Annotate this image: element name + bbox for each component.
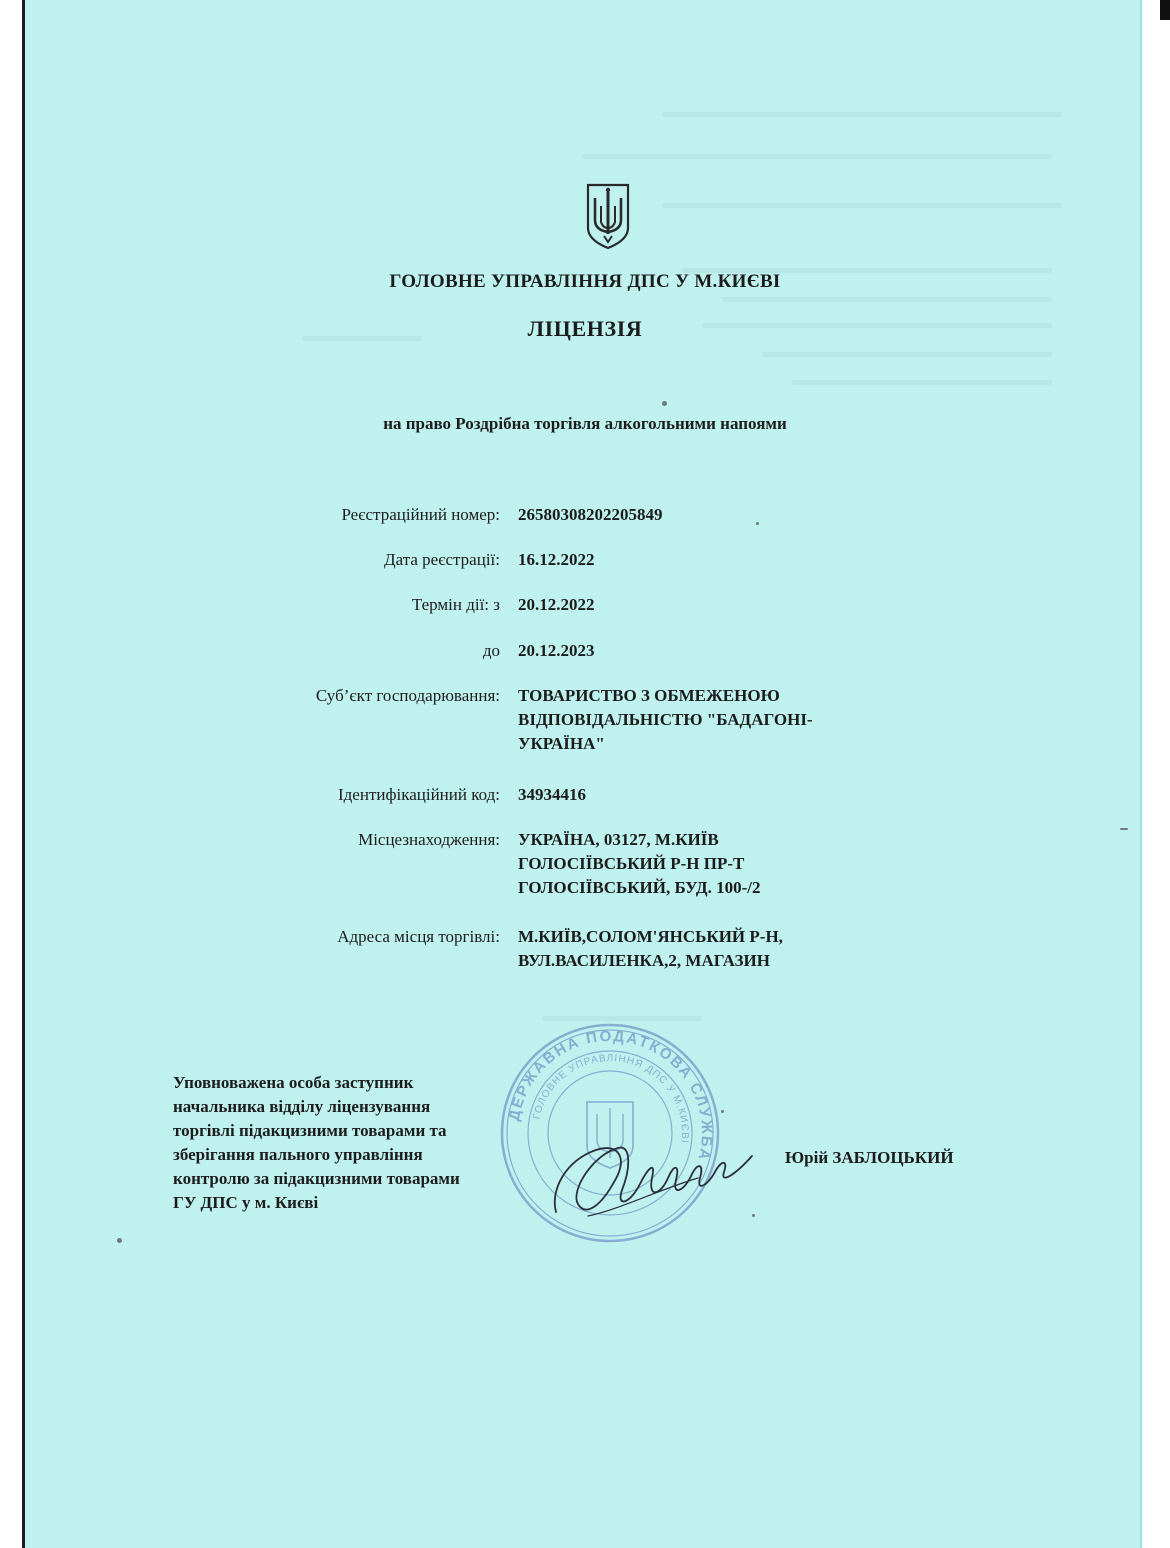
- reg-date-label: Дата реєстрації:: [384, 550, 500, 569]
- ink-speck: [662, 401, 667, 406]
- ink-speck: [1120, 828, 1128, 830]
- reg-date-value: 16.12.2022: [518, 550, 595, 569]
- document-title: ЛІЦЕНЗІЯ: [527, 316, 643, 341]
- scan-edge-mark: [1160, 0, 1170, 20]
- bleed-through-line: [722, 297, 1052, 302]
- bleed-through-line: [662, 112, 1062, 117]
- id-code-value: 34934416: [518, 785, 586, 804]
- ink-speck: [721, 1110, 724, 1113]
- ink-speck: [752, 1214, 755, 1217]
- ink-speck: [117, 1238, 122, 1243]
- bleed-through-line: [662, 203, 1062, 208]
- reg-number-label: Реєстраційний номер:: [341, 505, 500, 524]
- coat-of-arms-trident-icon: [585, 182, 631, 250]
- location-label: Місцезнаходження:: [358, 830, 500, 849]
- entity-label: Суб’єкт господарювання:: [315, 686, 500, 705]
- signer-name: Юрій ЗАБЛОЦЬКИЙ: [785, 1148, 954, 1167]
- reg-number-value: 26580308202205849: [518, 505, 663, 524]
- license-document: [22, 0, 1142, 1548]
- stamp-outer-text: ДЕРЖАВНА ПОДАТКОВА СЛУЖБА: [505, 1027, 716, 1164]
- id-code-label: Ідентифікаційний код:: [337, 785, 500, 804]
- scan-left-edge: [22, 0, 25, 1548]
- ink-speck: [756, 522, 759, 525]
- license-subject: на право Роздрібна торгівля алкогольними напоями: [383, 414, 787, 433]
- valid-from-label: Термін дії: з: [411, 595, 500, 614]
- issuing-authority: ГОЛОВНЕ УПРАВЛІННЯ ДПС У М.КИЄВІ: [389, 271, 781, 292]
- bleed-through-line: [792, 380, 1052, 385]
- bleed-through-line: [582, 154, 1052, 159]
- entity-value: ТОВАРИСТВО З ОБМЕЖЕНОЮ ВІДПОВІДАЛЬНІСТЮ "БАДАГОНІ- УКРАЇНА": [518, 686, 813, 753]
- valid-to-label: до: [482, 641, 500, 660]
- signer-role: Уповноважена особа заступник начальника відділу ліцензування торгівлі підакцизними товарами та зберігання пального управління контролю за підакцизними товарами ГУ ДПС у м. Києві: [173, 1073, 460, 1212]
- scan-right-edge: [1140, 0, 1142, 1548]
- trade-address-label: Адреса місця торгівлі:: [337, 927, 500, 946]
- valid-to-value: 20.12.2023: [518, 641, 595, 660]
- location-value: УКРАЇНА, 03127, М.КИЇВ ГОЛОСІЇВСЬКИЙ Р-Н ПР-Т ГОЛОСІЇВСЬКИЙ, БУД. 100-/2: [518, 830, 761, 897]
- handwritten-signature: [548, 1120, 758, 1230]
- stamp-inner-text: ГОЛОВНЕ УПРАВЛІННЯ ДПС У М.КИЄВІ: [531, 1052, 691, 1145]
- valid-from-value: 20.12.2022: [518, 595, 595, 614]
- trade-address-value: М.КИЇВ,СОЛОМ'ЯНСЬКИЙ Р-Н, ВУЛ.ВАСИЛЕНКА,2, МАГАЗИН: [518, 927, 783, 970]
- bleed-through-line: [762, 352, 1052, 357]
